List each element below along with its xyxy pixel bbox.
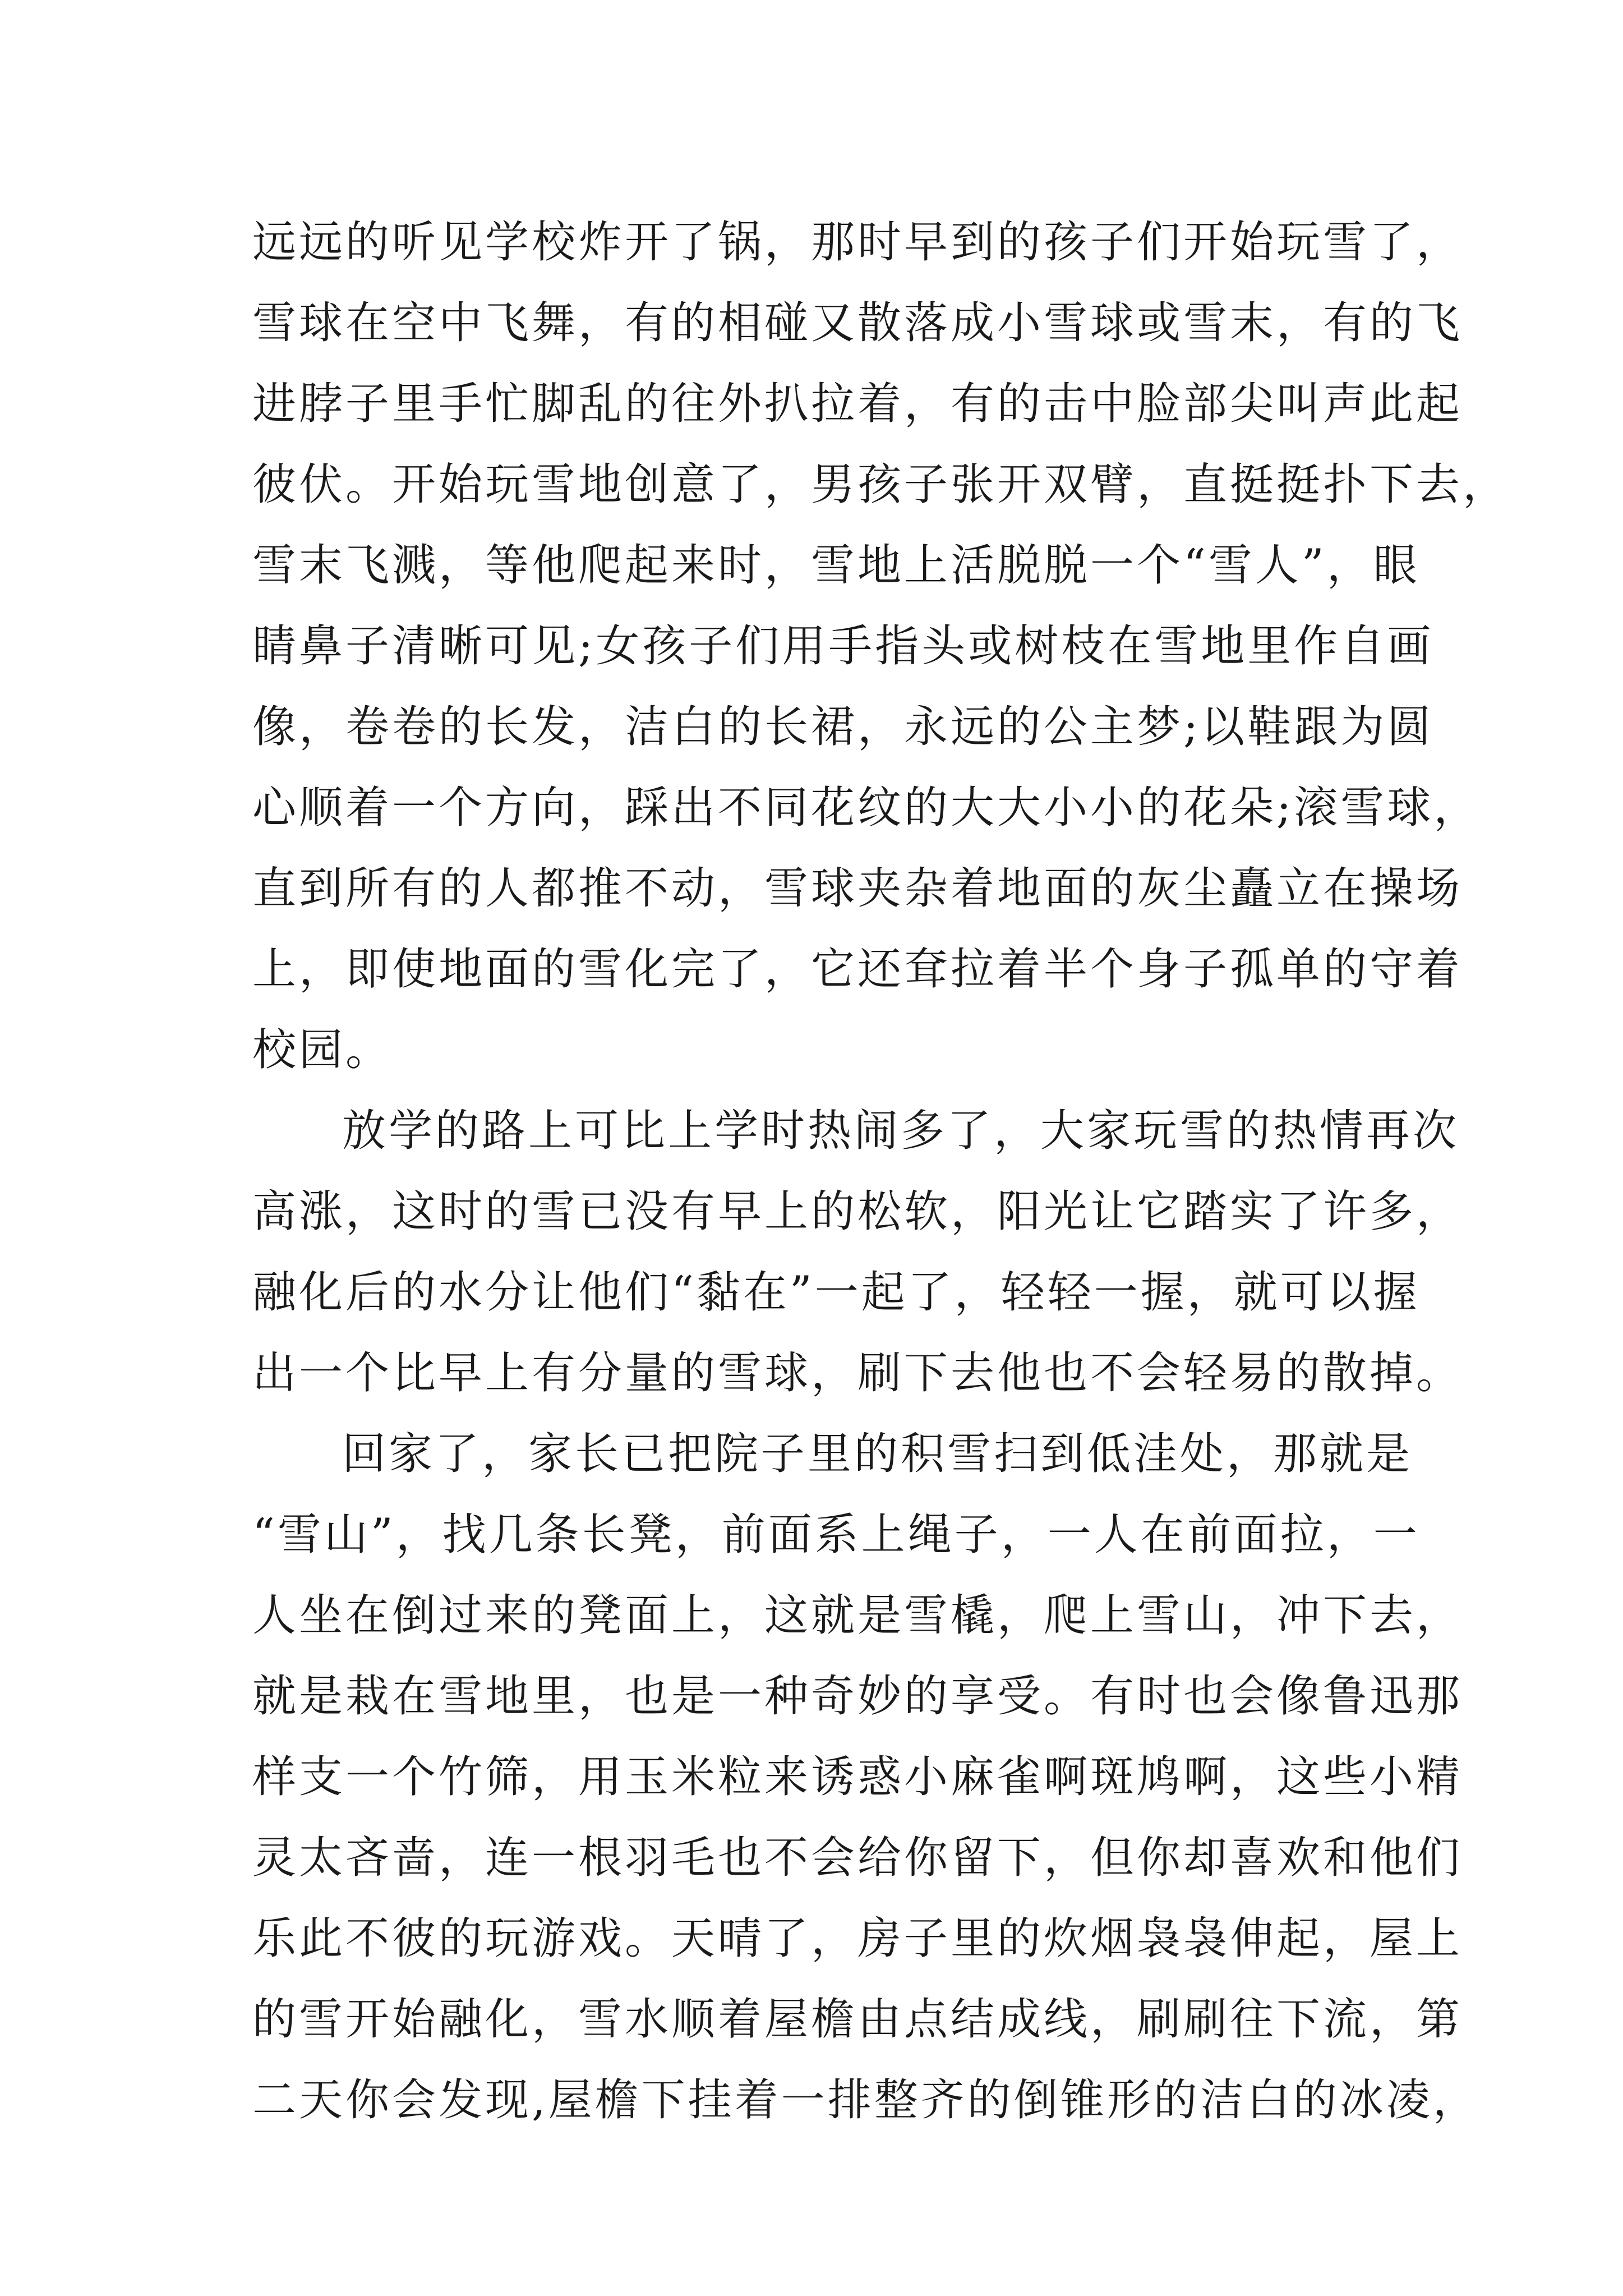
text-line: 直到所有的人都推不动，雪球夹杂着地面的灰尘矗立在操场 [252,863,1463,914]
text-line: 高涨，这时的雪已没有早上的松软，阳光让它踏实了许多， [252,1186,1463,1237]
text-line: 彼伏。开始玩雪地创意了，男孩子张开双臂，直挺挺扑下去， [252,459,1510,510]
text-line: 雪末飞溅，等他爬起来时，雪地上活脱脱一个“雪人”，眼 [252,540,1420,591]
paragraph [252,1414,1479,2141]
text-line: 就是栽在雪地里，也是一种奇妙的享受。有时也会像鲁迅那 [252,1671,1463,1722]
text-line: 样支一个竹筛，用玉米粒来诱惑小麻雀啊斑鸠啊，这些小精 [252,1752,1463,1802]
text-line: 人坐在倒过来的凳面上，这就是雪橇，爬上雪山，冲下去， [252,1590,1463,1641]
text-line: 二天你会发现,屋檐下挂着一排整齐的倒锥形的洁白的冰凌， [252,2075,1479,2125]
paragraph [252,202,1510,1091]
text-line: 回家了，家长已把院子里的积雪扫到低洼处，那就是 [342,1429,1413,1479]
paragraph [252,1091,1463,1414]
text-line: 的雪开始融化，雪水顺着屋檐由点结成线，刷刷往下流，第 [252,1994,1463,2045]
text-line: 融化后的水分让他们“黏在”一起了，轻轻一握，就可以握 [252,1267,1420,1318]
text-line: 乐此不彼的玩游戏。天晴了，房子里的炊烟袅袅伸起，屋上 [252,1913,1463,1964]
text-line: 校园。 [252,1025,393,1075]
text-line: 睛鼻子清晰可见;女孩子们用手指头或树枝在雪地里作自画 [252,621,1434,671]
document-body [252,202,1510,2141]
text-line: 上，即使地面的雪化完了，它还耷拉着半个身子孤单的守着 [252,944,1463,995]
text-line: “雪山”，找几条长凳，前面系上绳子，一人在前面拉，一 [252,1510,1420,1560]
text-line: 雪球在空中飞舞，有的相碰又散落成小雪球或雪末，有的飞 [252,298,1463,348]
text-line: 放学的路上可比上学时热闹多了，大家玩雪的热情再次 [342,1106,1460,1156]
text-line: 像，卷卷的长发，洁白的长裙，永远的公主梦;以鞋跟为圆 [252,702,1434,752]
text-line: 远远的听见学校炸开了锅，那时早到的孩子们开始玩雪了， [252,217,1463,268]
text-line: 灵太吝啬，连一根羽毛也不会给你留下，但你却喜欢和他们 [252,1833,1463,1883]
text-line: 出一个比早上有分量的雪球，刷下去他也不会轻易的散掉。 [252,1348,1463,1398]
text-line: 进脖子里手忙脚乱的往外扒拉着，有的击中脸部尖叫声此起 [252,379,1463,429]
text-line: 心顺着一个方向，踩出不同花纹的大大小小的花朵;滚雪球， [252,783,1481,833]
